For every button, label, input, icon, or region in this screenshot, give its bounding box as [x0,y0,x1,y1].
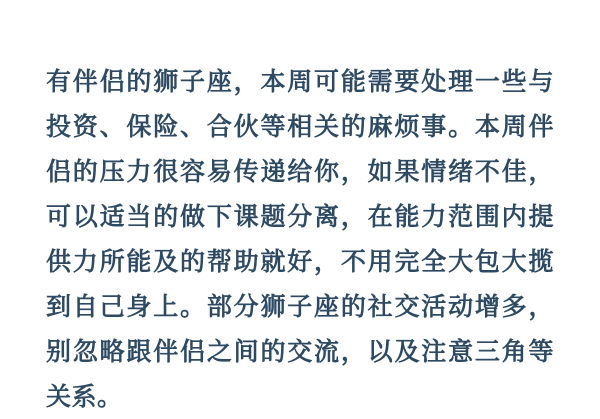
horoscope-paragraph: 有伴侣的狮子座，本周可能需要处理一些与投资、保险、合伙等相关的麻烦事。本周伴侣的压力很容易传递给你，如果情绪不佳，可以适当的做下课题分离，在能力范围内提供力所能及的帮助就好，不用完全大包大揽到自己身上。部分狮子座的社交活动增多，别忽略跟伴侣之间的交流，以及注意三角等关系。 [46,67,554,411]
